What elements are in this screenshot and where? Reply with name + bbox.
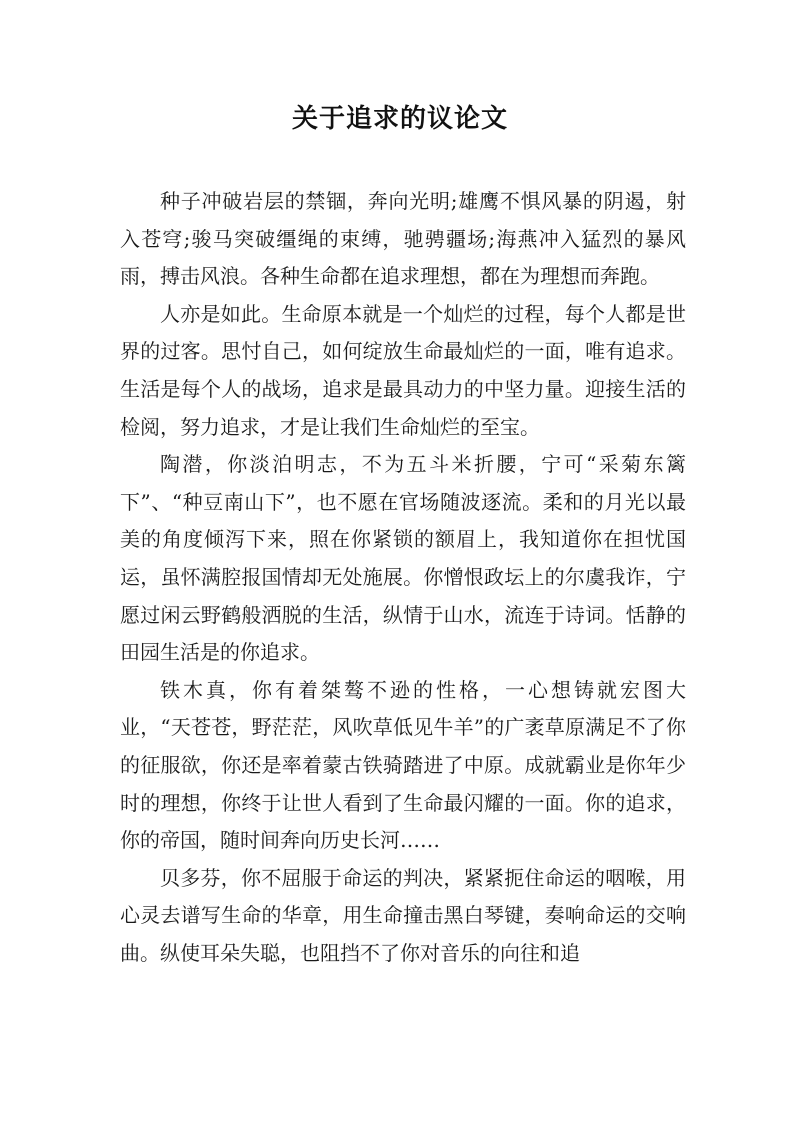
paragraph: 人亦是如此。生命原本就是一个灿烂的过程，每个人都是世界的过客。思忖自己，如何绽放生命最灿烂的一面，唯有追求。生活是每个人的战场，追求是最具动力的中坚力量。迎接生活的检阅，努力追求，才是让我们生命灿烂的至宝。 (120, 301, 686, 439)
document-body (120, 183, 686, 972)
document-title: 关于追求的议论文 (291, 104, 508, 134)
paragraph: 贝多芬，你不屈服于命运的判决，紧紧扼住命运的咽喉，用心灵去谱写生命的华章，用生命撞击黑白琴键，奏响命运的交响曲。纵使耳朵失聪，也阻挡不了你对音乐的向往和追 (120, 865, 686, 965)
paragraph: 铁木真，你有着桀骜不逊的性格，一心想铸就宏图大业，“天苍苍，野茫茫，风吹草低见牛羊”的广袤草原满足不了你的征服欲，你还是率着蒙古铁骑踏进了中原。成就霸业是你年少时的理想，你终于让世人看到了生命最闪耀的一面。你的追求，你的帝国，随时间奔向历史长河…… (120, 677, 686, 853)
paragraph: 陶潜，你淡泊明志，不为五斗米折腰，宁可“采菊东篱下”、“种豆南山下”，也不愿在官场随波逐流。柔和的月光以最美的角度倾泻下来，照在你紧锁的额眉上，我知道你在担忧国运，虽怀满腔报国情却无处施展。你憎恨政坛上的尔虞我诈，宁愿过闲云野鹤般洒脱的生活，纵情于山水，流连于诗词。恬静的田园生活是的你追求。 (120, 452, 686, 665)
paragraph: 种子冲破岩层的禁锢，奔向光明;雄鹰不惧风暴的阴遏，射入苍穹;骏马突破缰绳的束缚，驰骋疆场;海燕冲入猛烈的暴风雨，搏击风浪。各种生命都在追求理想，都在为理想而奔跑。 (120, 189, 686, 289)
